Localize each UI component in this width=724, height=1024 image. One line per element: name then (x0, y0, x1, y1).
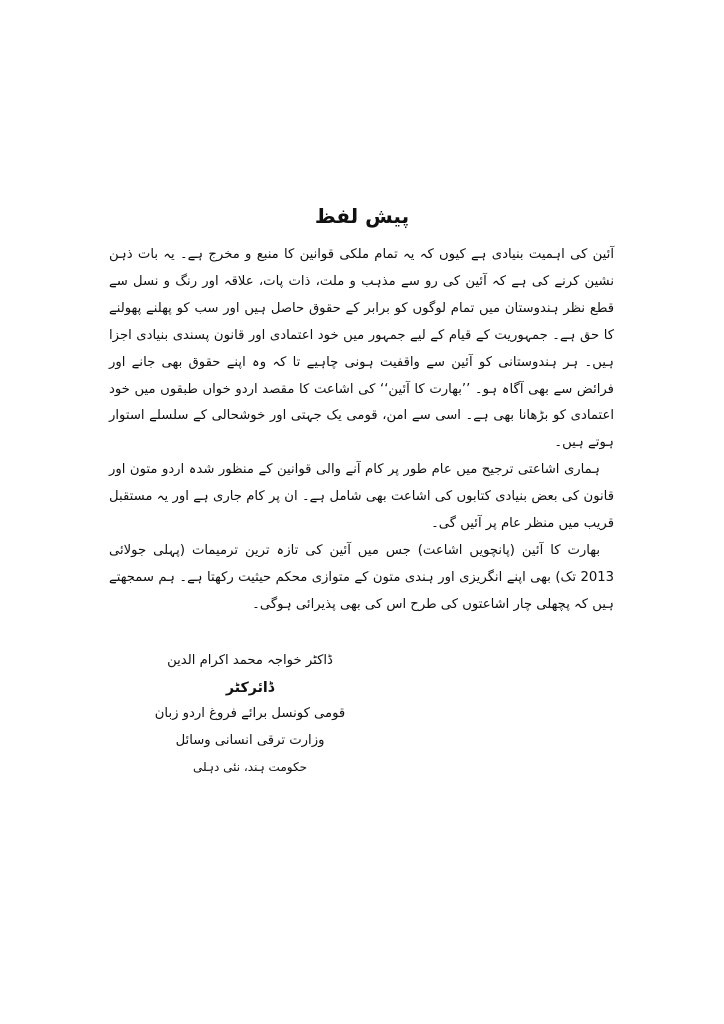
paragraph-1-text: آئین کی اہمیت بنیادی ہے کیوں کہ یہ تمام ملکی قوانین کا منبع و مخرج ہے۔ یہ بات ذہن نشین کرنے کی ہے کہ آئین کی رو سے مذہب و ملت، ذات پات، علاقہ اور رنگ و نسل سے قطع نظر ہندوستان میں تمام لوگوں کو برابر کے حقوق حاصل ہیں اور سب کو پھلنے پھولنے کا حق ہے۔ جمہوریت کے قیام کے لیے جمہور میں خود اعتمادی اور قانون پسندی بنیادی اجزا ہیں۔ ہر ہندوستانی کو آئین سے واقفیت ہونی چاہیے تا کہ وہ اپنے حقوق بھی جانے اور فرائض سے بھی آگاہ ہو۔ ’’بھارت کا آئین‘‘ کی اشاعت کا مقصد اردو خواں طبقوں میں خود اعتمادی کو بڑھانا بھی ہے۔ اسی سے امن، قومی یک جہتی اور خوشحالی کے سلسلے استوار ہوتے ہیں۔ (109, 247, 614, 451)
signatory-organization: قومی کونسل برائے فروغ اردو زبان (154, 706, 346, 721)
paragraph-1 (109, 242, 614, 457)
foreword-body (109, 242, 614, 619)
signatory-ministry: وزارت ترقی انسانی وسائل (175, 732, 325, 748)
signatory-government: حکومت ہند، نئی دہلی (192, 760, 308, 774)
page-title: پیش لفظ (314, 204, 410, 228)
signatory-designation: ڈائرکٹر (225, 679, 275, 696)
paragraph-2 (109, 457, 614, 538)
paragraph-3 (109, 538, 614, 619)
paragraph-3-text: بھارت کا آئین (پانچویں اشاعت) جس میں آئین کی تازہ ترین ترمیمات (پہلی جولائی 2013 تک) بھی اپنے انگریزی اور ہندی متون کے متوازی محکم حیثیت رکھتا ہے۔ ہم سمجھتے ہیں کہ پچھلی چار اشاعتوں کی طرح اس کی بھی پذیرائی ہوگی۔ (109, 542, 614, 612)
signatory-name: ڈاکٹر خواجہ محمد اکرام الدین (167, 653, 333, 668)
paragraph-2-text: ہماری اشاعتی ترجیح میں عام طور پر کام آنے والی قوانین کے منظور شدہ اردو متون اور قانون کی بعض بنیادی کتابوں کی اشاعت بھی شامل ہے۔ ان پر کام جاری ہے اور یہ مستقبل قریب میں منظر عام پر آئیں گی۔ (109, 462, 614, 532)
signature-block (150, 648, 350, 781)
